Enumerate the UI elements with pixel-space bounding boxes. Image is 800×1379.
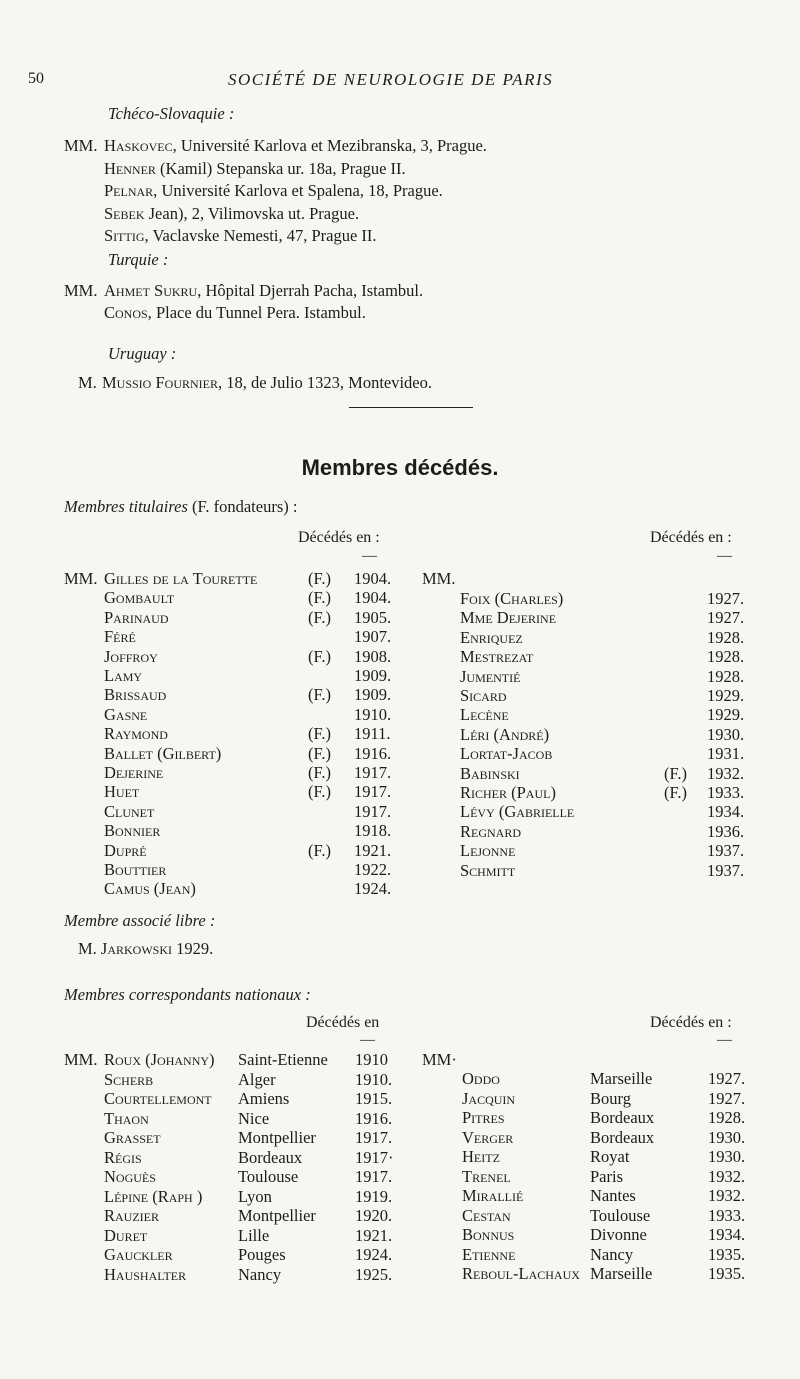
founder-mark: (F.) (308, 763, 331, 782)
mm-prefix: MM. (64, 281, 98, 300)
deceased-name: Babinski (460, 763, 520, 783)
founder-mark: (F.) (308, 743, 331, 763)
deceased-name: Bonnus (462, 1225, 515, 1244)
associe-row (78, 939, 213, 959)
deceased-name: Haushalter (104, 1264, 187, 1284)
deceased-name: Heitz (462, 1147, 500, 1166)
deceased-name: Rauzier (104, 1206, 159, 1225)
death-year: 1910. (355, 1069, 393, 1089)
mm-prefix: MM. (64, 569, 98, 588)
member-entry (104, 181, 443, 201)
col-dash-left: — (362, 548, 377, 564)
deceased-name: Bonnier (104, 821, 161, 841)
col-dash-right: — (717, 1032, 732, 1048)
death-year: 1937. (707, 860, 745, 880)
deceased-name: Foix (Charles) (460, 589, 564, 608)
mm-prefix: MM· (422, 1050, 457, 1069)
city: Alger (238, 1069, 276, 1089)
city: Nice (238, 1108, 270, 1128)
deceased-name: Régis (104, 1147, 142, 1167)
member-entry (104, 303, 366, 323)
deceased-name: Gasne (104, 704, 148, 724)
death-year: 1919. (355, 1186, 393, 1206)
associe-year: 1929. (176, 939, 214, 958)
city: Amiens (238, 1089, 290, 1108)
member-entry (104, 136, 487, 156)
founder-mark: (F.) (308, 607, 331, 627)
city: Lyon (238, 1186, 272, 1206)
death-year: 1932. (708, 1166, 746, 1186)
deceased-name: Lépine (Raph ) (104, 1186, 203, 1206)
founder-mark: (F.) (664, 763, 687, 783)
death-year: 1910. (354, 704, 392, 724)
member-entry (104, 281, 423, 301)
founder-mark: (F.) (308, 840, 331, 860)
death-year: 1934. (707, 802, 745, 822)
deceased-name: Enriquez (460, 627, 523, 647)
member-entry (104, 226, 377, 246)
city: Montpellier (238, 1206, 316, 1225)
death-year: 1917. (355, 1167, 393, 1186)
correspondants-heading: Membres correspondants nationaux : (64, 985, 311, 1004)
death-year: 1910 (355, 1050, 388, 1069)
deceased-name: Courtellemont (104, 1089, 212, 1108)
deceased-name: Mirallié (462, 1186, 524, 1205)
death-year: 1937. (707, 841, 745, 861)
city: Bourg (590, 1088, 631, 1108)
death-year: 1904. (354, 588, 392, 608)
deceased-name: Huet (104, 782, 140, 802)
death-year: 1925. (355, 1264, 393, 1284)
member-address: Vaclavske Nemesti, 47, Prague II. (148, 226, 377, 245)
death-year: 1917. (354, 782, 392, 802)
member-address: (Kamil) Stepanska ur. 18a, Prague II. (155, 158, 406, 178)
death-year: 1928. (708, 1108, 746, 1127)
city: Pouges (238, 1245, 286, 1264)
deceased-name: Schmitt (460, 860, 516, 880)
deceased-name: Brissaud (104, 685, 167, 705)
member-name: Henner (104, 158, 156, 178)
member-name: Sittig, (104, 226, 149, 245)
titulaires-heading-italic: Membres titulaires (64, 497, 188, 516)
city: Paris (590, 1166, 623, 1186)
death-year: 1931. (707, 744, 745, 764)
death-year: 1917. (354, 801, 392, 821)
member-address: Université Karlova et Spalena, 18, Prague. (157, 181, 443, 200)
death-year: 1935. (708, 1244, 746, 1264)
deceased-name: Lamy (104, 666, 143, 685)
founder-mark: (F.) (308, 569, 331, 588)
death-year: 1917. (355, 1128, 393, 1147)
death-year: 1909. (354, 685, 392, 705)
city: Royat (590, 1147, 630, 1166)
member-address: Jean), 2, Vilimovska ut. Prague. (144, 203, 360, 223)
city: Nancy (238, 1264, 282, 1284)
death-year: 1921. (354, 840, 392, 860)
death-year: 1908. (354, 646, 392, 666)
deceased-name: Joffroy (104, 646, 158, 666)
member-name: Haskovec, (104, 136, 177, 155)
deceased-name: Clunet (104, 801, 155, 821)
col-head-left: Décédés en (306, 1014, 380, 1031)
death-year: 1927. (707, 608, 745, 628)
member-name: Pelnar, (104, 181, 158, 200)
death-year: 1927. (708, 1088, 746, 1108)
death-year: 1930. (708, 1127, 746, 1147)
member-name: Ahmet Sukru, (104, 281, 202, 300)
member-entry (102, 373, 432, 393)
death-year: 1921. (355, 1225, 393, 1245)
member-address: Université Karlova et Mezibranska, 3, Prague. (176, 136, 487, 155)
mm-prefix: MM. (64, 1050, 98, 1069)
death-year: 1918. (354, 821, 392, 841)
death-year: 1934. (708, 1225, 746, 1244)
deceased-name: Ballet (Gilbert) (104, 743, 222, 763)
deceased-name: Lortat-Jacob (460, 744, 553, 764)
city: Bordeaux (590, 1127, 655, 1147)
death-year: 1917. (354, 763, 392, 782)
member-name: Conos, (104, 303, 152, 322)
death-year: 1932. (707, 763, 745, 783)
deceased-name: Raymond (104, 724, 168, 744)
deceased-name: Parinaud (104, 607, 169, 627)
city: Montpellier (238, 1128, 316, 1147)
member-address: Hôpital Djerrah Pacha, Istambul. (201, 281, 424, 300)
deceased-name: Trenel (462, 1166, 511, 1186)
city: Toulouse (238, 1167, 299, 1186)
city: Divonne (590, 1225, 647, 1244)
member-address: Place du Tunnel Pera. Istambul. (151, 303, 366, 322)
deceased-name: Lévy (Gabrielle (460, 802, 575, 822)
death-year: 1920. (355, 1206, 393, 1225)
death-year: 1935. (708, 1264, 746, 1283)
death-year: 1911. (354, 724, 391, 744)
col-head-right: Décédés en : (650, 529, 732, 546)
mm-prefix: MM. (64, 136, 98, 155)
col-dash-right: — (717, 548, 732, 564)
deceased-name: Dupré (104, 840, 147, 860)
member-name: Mussio Fournier, (102, 373, 223, 392)
death-year: 1924. (354, 879, 392, 899)
col-dash-left: — (360, 1032, 375, 1048)
m-prefix: M. (78, 373, 97, 392)
deceased-name: Oddo (462, 1069, 500, 1088)
deceased-name: Richer (Paul) (460, 783, 556, 802)
founder-mark: (F.) (308, 782, 331, 802)
death-year: 1927. (708, 1069, 746, 1088)
city: Nancy (590, 1244, 634, 1264)
deceased-name: Cestan (462, 1205, 511, 1225)
deceased-name: Léri (André) (460, 724, 550, 744)
deceased-name: Dejerine (104, 763, 164, 782)
death-year: 1933. (707, 783, 745, 802)
death-year: 1922. (354, 860, 392, 879)
death-year: 1929. (707, 705, 745, 725)
associe-name: Jarkowski (100, 939, 173, 958)
section-heading-turkey: Turquie : (108, 250, 169, 269)
deceased-name: Gombault (104, 588, 175, 608)
mm-prefix: MM. (422, 569, 456, 588)
death-year: 1928. (707, 627, 745, 647)
death-year: 1932. (708, 1186, 746, 1205)
death-year: 1928. (707, 666, 745, 686)
deceased-name: Jacquin (462, 1088, 516, 1108)
death-year: 1917· (355, 1147, 394, 1167)
city: Nantes (590, 1186, 636, 1205)
deceased-name: Reboul-Lachaux (462, 1264, 580, 1283)
deceased-name: Gilles de la Tourette (104, 569, 258, 588)
member-entry (104, 204, 359, 224)
deceased-name: Gauckler (104, 1245, 173, 1264)
deceased-name: Grasset (104, 1128, 161, 1147)
city: Bordeaux (238, 1147, 303, 1167)
death-year: 1915. (355, 1089, 393, 1108)
death-year: 1924. (355, 1245, 393, 1264)
city: Saint-Etienne (238, 1050, 328, 1069)
section-divider (349, 407, 473, 408)
deceased-title: Membres décédés. (301, 455, 499, 480)
deceased-name: Pitres (462, 1108, 505, 1127)
deceased-name: Bouttier (104, 860, 167, 879)
deceased-name: Sicard (460, 686, 507, 705)
deceased-name: Scherb (104, 1069, 154, 1089)
death-year: 1927. (707, 589, 745, 608)
section-heading-uruguay: Uruguay : (108, 344, 177, 363)
city: Toulouse (590, 1205, 651, 1225)
death-year: 1929. (707, 686, 745, 705)
death-year: 1905. (354, 607, 392, 627)
founder-mark: (F.) (308, 646, 331, 666)
associe-heading: Membre associé libre : (64, 911, 216, 930)
deceased-name: Lejonne (460, 841, 516, 861)
death-year: 1909. (354, 666, 392, 685)
page-number: 50 (28, 70, 44, 87)
member-entry (104, 159, 406, 179)
death-year: 1928. (707, 647, 745, 667)
section-heading-czechoslovakia: Tchéco-Slovaquie : (108, 104, 235, 123)
deceased-name: Etienne (462, 1244, 516, 1264)
col-head-right: Décédés en : (650, 1014, 732, 1031)
death-year: 1916. (354, 743, 392, 763)
death-year: 1916. (355, 1108, 393, 1128)
death-year: 1933. (708, 1205, 746, 1225)
founder-mark: (F.) (308, 685, 331, 705)
deceased-name: Mestrezat (460, 647, 534, 667)
death-year: 1936. (707, 821, 745, 841)
member-name: Sebek (104, 203, 145, 223)
deceased-name: Mme Dejerine (460, 608, 557, 628)
city: Lille (238, 1225, 270, 1245)
deceased-name: Roux (Johanny) (104, 1050, 215, 1069)
death-year: 1904. (354, 569, 392, 588)
founder-mark: (F.) (664, 783, 687, 802)
deceased-name: Féré (104, 627, 136, 647)
deceased-name: Camus (Jean) (104, 879, 196, 899)
death-year: 1907. (354, 627, 392, 647)
m-prefix: M. (78, 939, 97, 958)
titulaires-heading-rest: (F. fondateurs) : (192, 497, 298, 516)
deceased-name: Lecène (460, 705, 509, 725)
city: Marseille (590, 1264, 653, 1283)
city: Marseille (590, 1069, 653, 1088)
founder-mark: (F.) (308, 724, 331, 744)
deceased-name: Verger (462, 1127, 514, 1147)
running-title: SOCIÉTÉ DE NEUROLOGIE DE PARIS (228, 70, 554, 89)
deceased-name: Noguès (104, 1167, 156, 1186)
death-year: 1930. (707, 724, 745, 744)
deceased-name: Thaon (104, 1108, 149, 1128)
death-year: 1930. (708, 1147, 746, 1166)
deceased-name: Duret (104, 1225, 148, 1245)
member-address: 18, de Julio 1323, Montevideo. (222, 373, 433, 392)
deceased-name: Jumentié (460, 666, 521, 686)
deceased-name: Regnard (460, 821, 522, 841)
founder-mark: (F.) (308, 588, 331, 608)
col-head-left: Décédés en : (298, 529, 380, 546)
titulaires-heading (64, 497, 297, 517)
city: Bordeaux (590, 1108, 655, 1127)
